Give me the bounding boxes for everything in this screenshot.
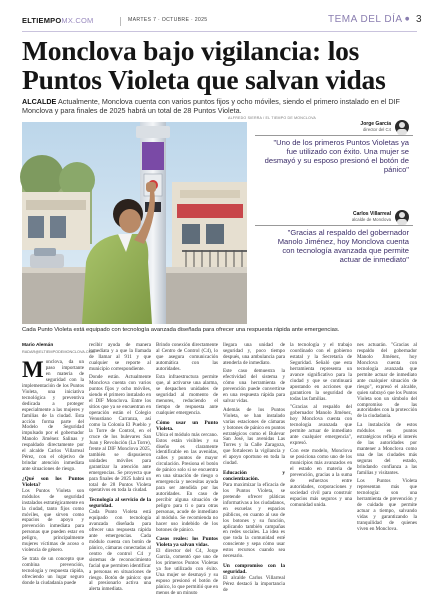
body-paragraph	[357, 423, 417, 477]
body-column-3	[156, 342, 218, 597]
paragraph-text: Esta infraestructura permite que, al activarse una alarma, se despachen unidades de seguridad al momento de menores, reduciendo el tiempo de respuesta ante cualquier emergencia.	[156, 374, 218, 417]
body-paragraph	[22, 357, 84, 473]
quote-author-name: Jorge García	[360, 121, 391, 127]
body-column-6	[357, 343, 417, 535]
brand-name: ELTIEMPO	[22, 16, 62, 25]
paragraph-text: llegara una unidad de seguridad y, poco tiempo después, una ambulancia para atenderla de inmediato.	[223, 342, 285, 366]
paragraph-text: Donde están. Actualmente Monclova cuenta con varios puntos fijos y ocho móviles, siendo el primero instalado en el DIF Monclova. Entre los sitios que ya se encuentran en operación están el Colegio Venustiano Carranza, así como la Colonia El Pueblo y la Torre de Control, en el cruce de los bulevares San Juan y Revolución (La Torre), frente al DIF Monclova 2025, también se dispusieron unidades móviles para garantizar la atención ante emergencias. Se proyecta que para finales de 2025 habrá un total de 28 Puntos Violeta operativos en toda la ciudad.	[89, 374, 151, 494]
body-paragraph	[22, 557, 84, 587]
puntos-violeta-photo	[22, 122, 247, 324]
subheading: ¿Qué son los Puntos Violeta?	[22, 475, 84, 488]
paragraph-text: "Gracias al respaldo del gobernador Manolo Jiménez, hoy Monclova cuenta con tecnología avanzada que permite actuar de inmediato ante cualquier emergencia", expresó.	[290, 404, 352, 446]
body-paragraph	[290, 405, 352, 447]
header-divider	[120, 17, 121, 26]
person-icon	[395, 120, 409, 134]
quote-author-role: director del C4	[363, 127, 391, 132]
drop-cap: M	[22, 357, 44, 382]
paragraph-text: Los Puntos Violeta son módulos de seguridad instalados estratégicamente en la ciudad, tanto fijos como móviles, que sirven como espacios de apoyo y prevención inmediata para personas que pueden estar en peligro, principalmente mujeres víctimas de acoso o violencia de género.	[22, 487, 84, 554]
paragraph-text: El director del C4, Jorge García, comentó que uno de los primeros Puntos Violetas ya fue utilizado con éxito. Una mujer se desmayó y su esposo presionó el botón de pánico, lo que permitió que en menos de un minuto	[156, 548, 218, 597]
paragraph-text: Para maximizar la eficacia de los Puntos Violeta, se pretende ofrecer pláticas informativas a los ciudadanos, en escuelas y espacios públicos, en cuanto al uso de los botones y su función, aplicando también campañas en redes sociales. La idea es que toda la comunidad esté consciente y sepa cómo usar estos recursos cuando sea necesario.	[223, 481, 285, 560]
paragraph-text: Con este modelo, Monclova se posiciona como uno de los municipios más avanzados en el estado en materia de prevención, gracias a la suma de esfuerzos entre autoridades, corporaciones y sociedad civil para construir espacios más seguros y una comunidad unida.	[290, 448, 352, 508]
avatar	[395, 120, 409, 134]
byline-email[interactable]: RADAR@ELTIEMPODEMONCLOVA.COM	[22, 350, 95, 354]
quote-text: "Gracias al respaldo del gobernador Manolo Jiménez, hoy Monclova cuenta con tecnología avanzada que permite actuar de inmediato"	[277, 228, 409, 265]
byline-name: Mario Alemán	[22, 343, 54, 348]
page-header	[22, 14, 422, 30]
article-photo[interactable]	[22, 122, 247, 324]
body-paragraph	[156, 549, 218, 597]
newspaper-brand[interactable]	[22, 16, 93, 25]
subheading: Cómo usar un Punto Violeta.	[156, 419, 218, 432]
paragraph-text: Además de los Puntos Violeta, se han instalado varias estaciones de cámaras y botones de pánico en puntos estratégicos como el Bulevar San José, las avenidas Las Torres y la Calle Zaragoza, que fortalecen la vigilancia y el apoyo oportuno en toda la ciudad.	[223, 406, 285, 467]
lead-kicker: ALCALDE	[22, 97, 57, 106]
section-title: TEMA DEL DÍA	[328, 14, 403, 25]
subheading: Un compromiso con la seguridad.	[223, 562, 285, 575]
paragraph-text: Este caso demuestra la efectividad del sistema y cómo una herramienta de prevención puede convertirse en una respuesta rápida para salvar vidas.	[223, 368, 285, 405]
paragraph-text: Brindo conexión directamente al Centro de Control (C4), lo que asegura comunicación automática con las autoridades.	[156, 342, 218, 372]
subheading: Casos reales: los Puntos Violeta ya salvan vidas.	[156, 536, 218, 549]
quote-author-name: Carlos Villarreal	[353, 211, 391, 217]
body-paragraph	[89, 375, 151, 494]
quote-author-role: alcalde de Monclova	[351, 217, 391, 222]
brand-domain: MX.COM	[61, 16, 94, 25]
paragraph-text: onclova, da un paso importante en materia de seguridad con la implementación de los Puntos Violeta, una iniciativa tecnológica y preventiva dedicada a proteger especialmente a las mujeres y familias de la ciudad. Esta acción forma parte del Modelo de Seguridad impulsado por el gobernador Manolo Jiménez Salinas y respaldado directamente por el alcalde Carlos Villarreal Pérez, con el objetivo de brindar atención inmediata ante situaciones de riesgo.	[22, 359, 84, 473]
body-column-1	[22, 357, 84, 586]
headline: Monclova bajo vigilancia: los Puntos Violeta que salvan vidas	[22, 35, 386, 95]
paragraph-text: recibir ayuda de manera inmediata y a que la llamada de llamar al 911 y que cualquier se reporte al municipio correspondiente.	[89, 342, 151, 372]
issue-date: MARTES 7 · OCTUBRE · 2025	[128, 17, 208, 23]
lead-text: Actualmente, Monclova cuenta con varios puntos fijos y ocho móviles, siendo el primero instalado en el DIF Monclova y para finales de 2025 habrá un total de 28 Puntos Violeta.	[22, 97, 400, 116]
subheading: Tecnología al servicio de la seguridad.	[89, 497, 151, 510]
paragraph-text: Los Puntos Violeta representan más que tecnología: son una herramienta de prevención y de cuidado que permite actuar a tiempo, salvando vidas y garantizando la tranquilidad de quienes viven en Monclova.	[357, 478, 417, 532]
body-paragraph	[22, 489, 84, 554]
paragraph-text: Cada Punto Violeta está equipado con tecnología avanzada diseñada para ofrecer una respuesta rápida ante emergencias. Cada módulo cuenta con botón de pánico, cámaras conectadas al centro de control C4 y sistemas de reconocimiento facial que permiten identificar a personas en situaciones de riesgo. Botón de pánico: que al presionarlo activa una alerta inmediata.	[89, 509, 151, 593]
body-paragraph	[357, 343, 417, 420]
body-column-5	[290, 343, 352, 512]
body-paragraph	[156, 433, 218, 534]
paragraph-text: nes actuarán. "Gracias al respaldo del gobernador Manolo Jiménez, hoy Monclova cuenta con tecnología avanzada que permite actuar de inmediato ante cualquier situación de riesgo", expresó el alcalde, quien subrayó que los Puntos Violeta son un símbolo del compromiso de las autoridades con la protección de la ciudadanía.	[357, 342, 417, 420]
body-paragraph	[223, 343, 285, 367]
pull-quote-2	[255, 210, 415, 320]
page-number: 3	[416, 14, 422, 25]
body-column-2	[89, 342, 151, 593]
body-paragraph	[156, 375, 218, 417]
paragraph-text: Ubica el módulo más cercano. Estos están visibles y su diseño es claramente identificable en las avenidas, calles y puntos de mayor circulación. Presiona el botón de pánico solo si se encuentra en una situación de riesgo o emergencia y necesitas ayuda para ser atendida por las autoridades. En caso de percibir alguna situación de peligro para ti o para otras personas, acude de inmediato al módulo. Se recomienda no hacer uso indebido de los botones de pánico.	[156, 431, 218, 533]
body-column-4	[223, 342, 285, 593]
body-paragraph	[290, 343, 352, 403]
body-paragraph	[223, 483, 285, 560]
avatar	[395, 210, 409, 224]
paragraph-text: La instalación de estos módulos en puntos estratégicos refleja el interés de las autoridades por mantener a Monclova como una de las ciudades más seguras del estado, brindando confianza a las familias y visitantes.	[357, 421, 417, 476]
body-paragraph	[290, 449, 352, 509]
bullet-icon: ●	[405, 16, 410, 22]
paragraph-text: la tecnología y el trabajo coordinado con el gobierno estatal y la Secretaría de Seguridad. Señaló que esta herramienta representa un avance significativo para la ciudad y que se continuará apostando en acciones que garanticen la seguridad de todas las familias.	[290, 342, 352, 402]
body-paragraph	[357, 479, 417, 533]
subheading: Educación y concientización.	[223, 469, 285, 482]
paragraph-text: El alcalde Carlos Villarreal Pérez destacó la importancia de	[223, 574, 285, 593]
header-rule	[22, 31, 417, 32]
body-paragraph	[156, 343, 218, 373]
pull-quote-1	[255, 120, 415, 210]
quote-divider	[255, 225, 413, 226]
body-paragraph	[223, 576, 285, 594]
quote-text: "Uno de los primeros Puntos Violetas ya fue utilizado con éxito. Una mujer se desmayó y su esposo presionó el botón de pánico"	[264, 138, 409, 175]
body-paragraph	[89, 510, 151, 593]
person-icon	[395, 210, 409, 224]
quote-divider	[255, 135, 413, 136]
body-paragraph	[89, 343, 151, 373]
body-paragraph	[223, 408, 285, 468]
paragraph-text: Se trata de un concepto que combina prevención, tecnología y respuesta rápida, ofreciendo un lugar seguro donde la ciudadanía puede	[22, 555, 84, 586]
body-paragraph	[223, 369, 285, 405]
photo-caption: Cada Punto Violeta está equipado con tecnología avanzada diseñada para ofrecer una respuesta rápida ante emergencias.	[22, 327, 340, 333]
lead-paragraph	[22, 97, 417, 116]
photo-credit: ALFREDO SIERRA / EL TIEMPO DE MONCLOVA	[228, 116, 317, 120]
